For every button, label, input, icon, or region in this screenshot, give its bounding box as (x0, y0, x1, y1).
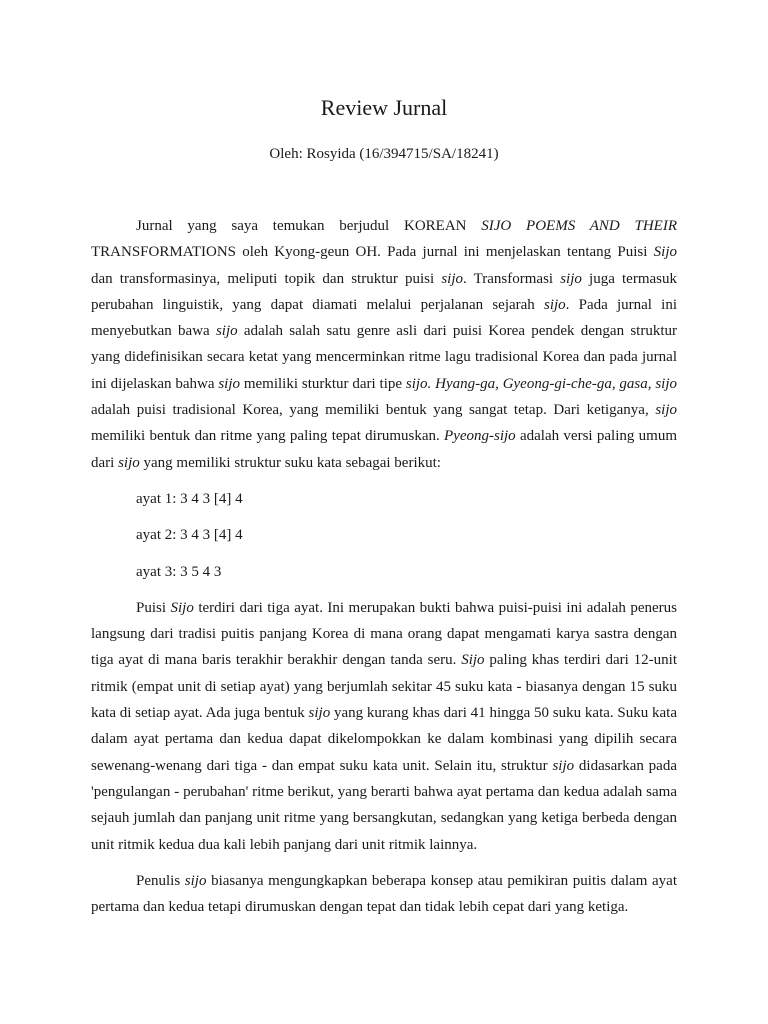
text-run: memiliki bentuk dan ritme yang paling tepat dirumuskan. (91, 428, 445, 445)
ayat-line-2: ayat 2: 3 4 3 [4] 4 (136, 527, 243, 544)
text-run: adalah salah satu genre asli dari puisi Korea pendek dengan struktur yang didefinisikan secara ketat yang mencerminkan ritme lagu tradisional Korea dan pada jurnal ini dijelaskan bahwa (91, 323, 677, 392)
italic-run: sijo (655, 402, 677, 419)
text-run: terdiri dari tiga ayat. Ini merupakan bukti bahwa puisi-puisi ini adalah penerus langsung dari tradisi puitis panjang Korea di mana orang dapat mengamati karya sastra dengan tiga ayat di mana baris terakhir berakhir dengan tanda seru. (91, 599, 677, 669)
text-run: yang memiliki struktur suku kata sebagai berikut: (139, 454, 441, 471)
italic-run: sijo (560, 270, 582, 287)
document-author: Oleh: Rosyida (16/394715/SA/18241) (269, 146, 499, 162)
text-run: . Pada jurnal ini menyebutkan bawa (91, 296, 677, 340)
document-title: Review Jurnal (320, 95, 448, 120)
italic-run: Sijo (170, 599, 194, 616)
italic-run: Sijo (653, 244, 677, 261)
ayat-line-3: ayat 3: 3 5 4 3 (136, 563, 222, 580)
italic-run: Pyeong-sijo (444, 428, 516, 445)
italic-run: sijo (552, 757, 575, 774)
text-run: dan transformasinya, meliputi topik dan struktur puisi (91, 270, 442, 287)
text-run: Penulis (136, 872, 185, 889)
text-run: juga termasuk perubahan linguistik, yang dapat diamati melalui perjalanan sejarah (91, 270, 677, 313)
text-run: didasarkan pada 'pengulangan - perubahan' ritme berikut, yang berarti bahwa ayat pertama dan kedua adalah sama sejauh jumlah dan panjang unit ritme yang bersangkutan, sedangkan yang ketiga berbeda dengan unit ritmik kedua dua kali lebih panjang dari unit ritmik lainnya. (91, 757, 677, 853)
text-run: adalah versi paling umum dari (91, 428, 677, 471)
paragraph-3 (91, 868, 677, 921)
italic-run: sijo (218, 375, 241, 392)
italic-run: SIJO POEMS AND THEIR (481, 218, 677, 234)
italic-run: Sijo (461, 652, 485, 669)
paragraph-1 (91, 213, 677, 476)
italic-run: sijo (441, 270, 464, 287)
ayat-line-1: ayat 1: 3 4 3 [4] 4 (136, 490, 243, 507)
text-run: biasanya mengungkapkan beberapa konsep atau pemikiran puitis dalam ayat pertama dan kedua tetapi dirumuskan dengan tepat dan tidak lebih cepat dari yang ketiga. (91, 872, 677, 916)
text-run: TRANSFORMATIONS oleh Kyong-geun OH. Pada jurnal ini menjelaskan tentang Puisi (91, 244, 654, 261)
paragraph-2 (91, 595, 677, 858)
text-run: yang kurang khas dari 41 hingga 50 suku kata. Suku kata dalam ayat pertama dan kedua dapat dikelompokkan ke dalam kombinasi yang dipilih secara sewenang-wenang dari tiga - dan empat suku kata unit. Selain itu, struktur (91, 705, 677, 774)
document-body (91, 213, 677, 920)
text-run: memiliki sturktur dari tipe (240, 375, 406, 392)
text-run: adalah puisi tradisional Korea, yang memiliki bentuk yang sangat tetap. Dari ketiganya, (91, 402, 656, 419)
italic-run: sijo (308, 705, 331, 722)
italic-run: sijo (184, 872, 207, 889)
text-run: paling khas terdiri dari 12-unit ritmik (empat unit di setiap ayat) yang berjumlah sekitar 45 suku kata - biasanya dengan 15 suku kata di setiap ayat. Ada juga bentuk (91, 652, 677, 722)
text-run: . Transformasi (463, 270, 561, 287)
text-run: Puisi (136, 599, 171, 616)
italic-run: sijo (118, 454, 140, 471)
italic-run: sijo (215, 323, 238, 340)
text-run: Jurnal yang saya temukan berjudul KOREAN (136, 218, 482, 234)
italic-run: sijo. Hyang-ga, Gyeong-gi-che-ga, gasa, sijo (405, 375, 678, 392)
italic-run: sijo (543, 296, 566, 313)
